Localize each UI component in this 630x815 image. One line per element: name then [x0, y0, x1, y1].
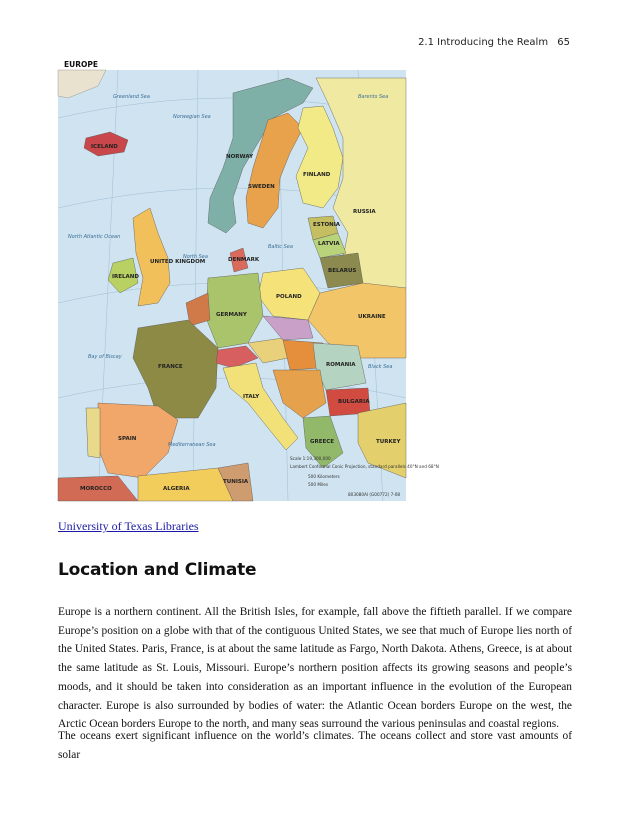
- section-title: 2.1 Introducing the Realm: [418, 37, 549, 48]
- image-credit: [58, 519, 199, 534]
- svg-text:ICELAND: ICELAND: [91, 144, 118, 150]
- svg-text:IRELAND: IRELAND: [112, 274, 139, 280]
- svg-text:LATVIA: LATVIA: [318, 241, 340, 247]
- svg-text:DENMARK: DENMARK: [228, 257, 260, 263]
- map-title: EUROPE: [64, 60, 98, 69]
- svg-text:BELARUS: BELARUS: [328, 268, 357, 274]
- svg-text:GERMANY: GERMANY: [216, 312, 247, 318]
- svg-text:BULGARIA: BULGARIA: [338, 399, 370, 405]
- svg-text:Scale 1:19,300,000: Scale 1:19,300,000: [290, 456, 331, 461]
- svg-text:500 Miles: 500 Miles: [308, 482, 329, 487]
- svg-text:FINLAND: FINLAND: [303, 172, 331, 178]
- svg-text:ALGERIA: ALGERIA: [163, 486, 190, 492]
- svg-text:803080AI (G00772) 7-08: 803080AI (G00772) 7-08: [348, 492, 401, 497]
- svg-text:Black Sea: Black Sea: [368, 364, 393, 370]
- svg-text:GREECE: GREECE: [310, 439, 335, 445]
- svg-text:Norwegian Sea: Norwegian Sea: [173, 114, 211, 120]
- svg-text:UKRAINE: UKRAINE: [358, 314, 386, 320]
- paragraph-2: The oceans exert significant influence on the world’s climates. The oceans collect and store vast amounts of solar: [58, 730, 572, 761]
- svg-text:ESTONIA: ESTONIA: [313, 222, 341, 228]
- svg-text:Barents Sea: Barents Sea: [358, 94, 389, 100]
- section-heading: Location and Climate: [58, 560, 257, 580]
- svg-text:POLAND: POLAND: [276, 294, 302, 300]
- credit-link[interactable]: University of Texas Libraries: [58, 519, 199, 533]
- page-number: 65: [557, 37, 570, 48]
- svg-text:North Atlantic Ocean: North Atlantic Ocean: [68, 234, 121, 240]
- running-header: [418, 37, 570, 48]
- svg-text:RUSSIA: RUSSIA: [353, 209, 376, 215]
- svg-text:TURKEY: TURKEY: [376, 439, 401, 445]
- svg-text:SWEDEN: SWEDEN: [248, 184, 275, 190]
- svg-text:SPAIN: SPAIN: [118, 436, 137, 442]
- paragraph-1: Europe is a northern continent. All the British Isles, for example, fall above the fiftieth parallel. If we compare Europe’s position on a globe with that of the contiguous United States, we see that much of Europe lies north of the United States. Paris, France, is at about the same latitude as Fargo, North Dakota. Athens, Greece, is at about the same latitude as St. Louis, Missouri. Europe’s northern position affects its growing seasons and people’s moods, and it should be taken into consideration as an important influence in the evolution of the European character. Europe is also surrounded by bodies of water: the Atlantic Ocean borders Europe on the west, the Arctic Ocean borders Europe to the north, and many seas surround the various peninsulas and coastal regions.: [58, 606, 572, 731]
- europe-map: [58, 58, 439, 501]
- svg-text:TUNISIA: TUNISIA: [223, 479, 249, 485]
- svg-text:Mediterranean Sea: Mediterranean Sea: [168, 442, 216, 448]
- svg-text:UNITED KINGDOM: UNITED KINGDOM: [150, 259, 206, 265]
- svg-text:MOROCCO: MOROCCO: [80, 486, 112, 492]
- svg-text:Bay of Biscay: Bay of Biscay: [88, 354, 122, 360]
- svg-text:NORWAY: NORWAY: [226, 154, 254, 160]
- svg-text:500 Kilometers: 500 Kilometers: [308, 474, 340, 479]
- svg-text:Greenland Sea: Greenland Sea: [113, 94, 150, 100]
- svg-text:Lambert Conformal Conic Projec: Lambert Conformal Conic Projection, standard parallels 40°N and 68°N: [290, 464, 439, 469]
- svg-text:ROMANIA: ROMANIA: [326, 362, 356, 368]
- svg-text:North Sea: North Sea: [183, 254, 208, 260]
- svg-text:Baltic Sea: Baltic Sea: [268, 244, 293, 250]
- svg-text:ITALY: ITALY: [243, 394, 260, 400]
- svg-text:FRANCE: FRANCE: [158, 364, 183, 370]
